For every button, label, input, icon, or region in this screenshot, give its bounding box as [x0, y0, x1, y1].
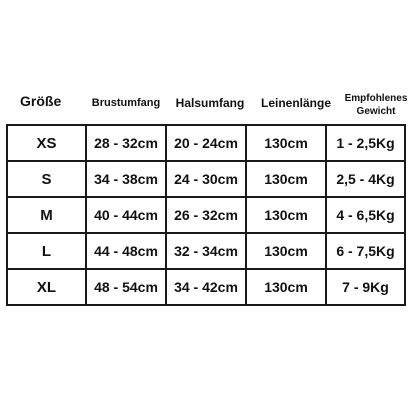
- neck-cell: 26 - 32cm: [166, 197, 246, 233]
- table-row: [7, 197, 405, 233]
- leash-cell: 130cm: [246, 269, 326, 305]
- weight-cell: 1 - 2,5Kg: [326, 125, 405, 161]
- header-weight-line2: Gewicht: [356, 105, 396, 117]
- chest-cell: 44 - 48cm: [86, 233, 166, 269]
- size-chart-table: [6, 124, 406, 306]
- size-cell: XS: [7, 125, 86, 161]
- size-cell: XL: [7, 269, 86, 305]
- header-size: Größe: [20, 93, 62, 109]
- table-row: [7, 233, 405, 269]
- neck-cell: 20 - 24cm: [166, 125, 246, 161]
- chest-cell: 48 - 54cm: [86, 269, 166, 305]
- weight-cell: 2,5 - 4Kg: [326, 161, 405, 197]
- header-leash-length: Leinenlänge: [260, 96, 331, 110]
- table-row: [7, 269, 405, 305]
- header-neck-circumference: Halsumfang: [175, 96, 245, 110]
- table-row: [7, 161, 405, 197]
- weight-cell: 7 - 9Kg: [326, 269, 405, 305]
- size-cell: S: [7, 161, 86, 197]
- table-row: [7, 125, 405, 161]
- neck-cell: 34 - 42cm: [166, 269, 246, 305]
- chest-cell: 28 - 32cm: [86, 125, 166, 161]
- header-chest-circumference: Brustumfang: [91, 97, 161, 109]
- chest-cell: 34 - 38cm: [86, 161, 166, 197]
- header-weight-line1: Empfohlenes: [344, 93, 408, 104]
- header-recommended-weight: [334, 93, 416, 118]
- neck-cell: 32 - 34cm: [166, 233, 246, 269]
- leash-cell: 130cm: [246, 125, 326, 161]
- size-cell: M: [7, 197, 86, 233]
- weight-cell: 6 - 7,5Kg: [326, 233, 405, 269]
- leash-cell: 130cm: [246, 197, 326, 233]
- leash-cell: 130cm: [246, 161, 326, 197]
- chest-cell: 40 - 44cm: [86, 197, 166, 233]
- size-cell: L: [7, 233, 86, 269]
- weight-cell: 4 - 6,5Kg: [326, 197, 405, 233]
- neck-cell: 24 - 30cm: [166, 161, 246, 197]
- leash-cell: 130cm: [246, 233, 326, 269]
